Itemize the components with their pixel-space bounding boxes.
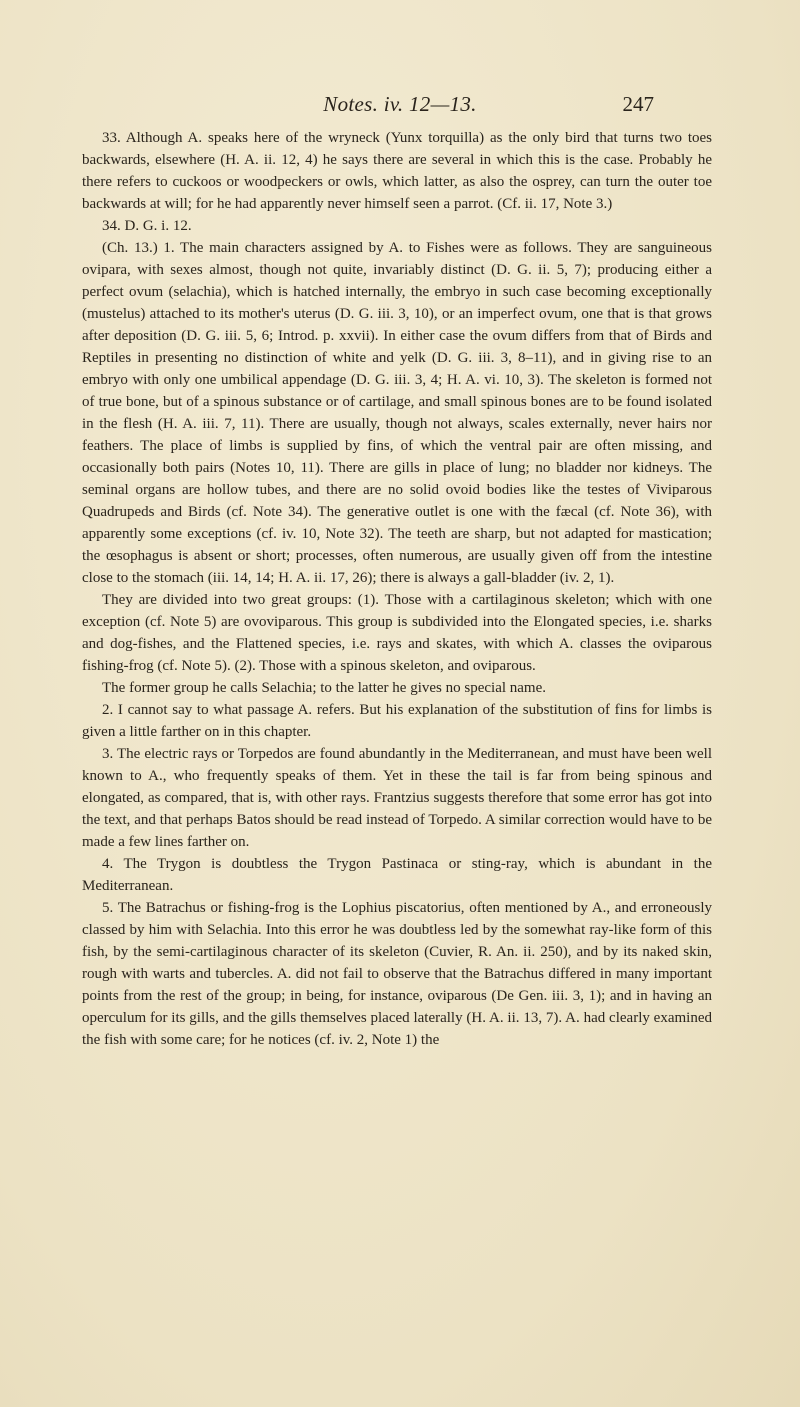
note-5: 5. The Batrachus or fishing-frog is the Lophius piscatorius, often mentioned by A., and erroneously classed by him with Selachia. Into this error he was doubtless led by the somewhat ray-like form of this fish, by the semi-cartilaginous character of its skeleton (Cuvier, R. An. ii. 250), and by its naked skin, rough with warts and tubercles. A. did not fail to observe that the Batrachus differed in many important points from the rest of the group; in being, for instance, oviparous (De Gen. iii. 3, 1); and in having an operculum for its gills, and the gills themselves placed laterally (H. A. ii. 13, 7). A. had clearly examined the fish with some care; for he notices (cf. iv. 2, Note 1) the <box>82 900 712 1048</box>
note-33: 33. Although A. speaks here of the wryneck (Yunx torquilla) as the only bird that turns two toes backwards, elsewhere (H. A. ii. 12, 4) he says there are several in which this is the case. Probably he there refers to cuckoos or woodpeckers or owls, which latter, as also the osprey, can turn the outer toe backwards at will; for he had apparently never himself seen a parrot. (Cf. ii. 17, Note 3.) <box>82 130 712 212</box>
page-number: 247 <box>622 92 654 116</box>
fish-groups-paragraph: They are divided into two great groups: (1). Those with a cartilaginous skeleton; which with one exception (cf. Note 5) are ovoviparous. This group is subdivided into the Elongated species, i.e. sharks and dog-fishes, and the Flattened species, i.e. rays and skates, with which A. classes the oviparous fishing-frog (cf. Note 5). (2). Those with a spinous skeleton, and oviparous. <box>82 592 712 674</box>
notes-body <box>82 127 712 1051</box>
note-3: 3. The electric rays or Torpedos are found abundantly in the Mediterranean, and must have been well known to A., who frequently speaks of them. Yet in these the tail is far from being spinous and elongated, as compared, that is, with other rays. Frantzius suggests therefore that some error has got into the text, and that perhaps Batos should be read instead of Torpedo. A similar correction would have to be made a few lines farther on. <box>82 746 712 850</box>
note-2: 2. I cannot say to what passage A. refers. But his explanation of the substitution of fins for limbs is given a little farther on in this chapter. <box>82 702 712 740</box>
selachia-paragraph: The former group he calls Selachia; to the latter he gives no special name. <box>102 680 547 696</box>
note-4: 4. The Trygon is doubtless the Trygon Pastinaca or sting-ray, which is abundant in the Mediterranean. <box>82 856 712 894</box>
running-head: Notes. iv. 12—13. <box>323 92 477 116</box>
note-34: 34. D. G. i. 12. <box>102 218 192 234</box>
page-header <box>0 92 800 124</box>
chapter-13-note-1: (Ch. 13.) 1. The main characters assigned by A. to Fishes were as follows. They are sanguineous ovipara, with sexes almost, though not quite, invariably distinct (D. G. ii. 5, 7); producing either a perfect ovum (selachia), which is hatched internally, the embryo in such case becoming exceptionally (mustelus) attached to its mother's uterus (D. G. iii. 3, 10), or an imperfect ovum, one that is that grows after deposition (D. G. iii. 5, 6; Introd. p. xxvii). In either case the ovum differs from that of Birds and Reptiles in presenting no distinction of white and yelk (D. G. iii. 3, 8–11), and in giving rise to an embryo with only one umbilical appendage (D. G. iii. 3, 4; H. A. vi. 10, 3). The skeleton is formed not of true bone, but of a spinous substance or of cartilage, and small spinous bones are to be found isolated in the flesh (H. A. iii. 7, 11). There are usually, though not always, scales externally, never hairs nor feathers. The place of limbs is supplied by fins, of which the ventral pair are often missing, and occasionally both pairs (Notes 10, 11). There are gills in place of lung; no bladder nor kidneys. The seminal organs are hollow tubes, and there are no solid ovoid bodies like the testes of Viviparous Quadrupeds and Birds (cf. Note 34). The generative outlet is one with the fæcal (cf. Note 36), with apparently some exceptions (cf. iv. 10, Note 32). The teeth are sharp, but not adapted for mastication; the œsophagus is absent or short; processes, often numerous, are usually given off from the intestine close to the stomach (iii. 14, 14; H. A. ii. 17, 26); there is always a gall-bladder (iv. 2, 1). <box>82 240 712 586</box>
